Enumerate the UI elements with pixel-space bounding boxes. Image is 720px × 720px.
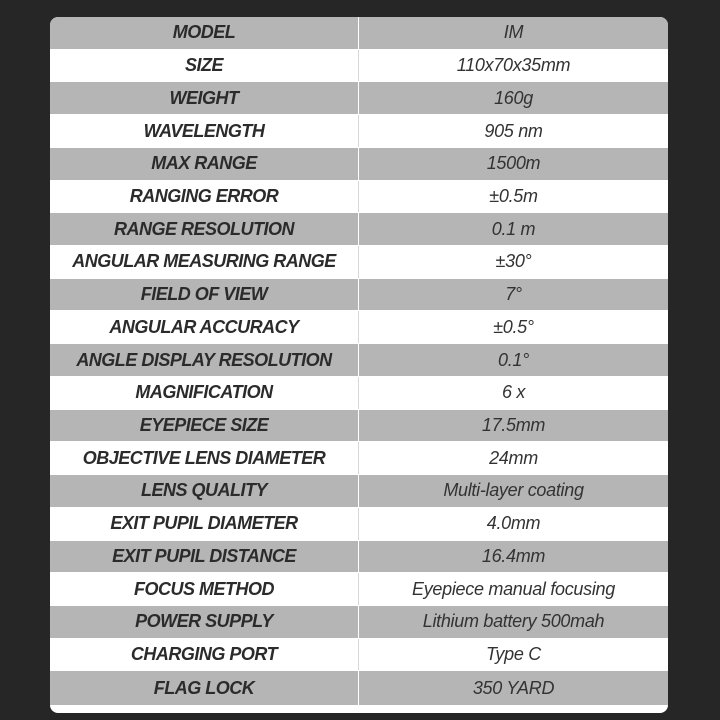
spec-value: Multi-layer coating [443, 480, 584, 501]
spec-row-model [50, 17, 668, 50]
spec-row-max-range [50, 148, 668, 181]
spec-value: ±0.5° [493, 316, 534, 337]
spec-row-objective-lens-diameter [50, 442, 668, 475]
spec-label: MAX RANGE [50, 148, 359, 180]
spec-row-eyepiece-size [50, 410, 668, 443]
spec-value: 110x70x35mm [456, 55, 571, 76]
spec-value: 905 nm [484, 120, 543, 141]
spec-value: 16.4mm [481, 545, 546, 566]
spec-value: 24mm [489, 447, 538, 468]
spec-label: FOCUS METHOD [50, 573, 359, 605]
spec-row-range-resolution [50, 213, 668, 246]
spec-table [50, 17, 668, 713]
spec-label: RANGE RESOLUTION [50, 213, 359, 245]
spec-label: OBJECTIVE LENS DIAMETER [50, 442, 359, 474]
spec-value: Lithium battery 500mah [422, 611, 605, 632]
spec-row-focus-method [50, 573, 668, 606]
spec-label: ANGULAR MEASURING RANGE [50, 246, 359, 278]
spec-value: 350 YARD [472, 677, 555, 698]
spec-value: 0.1° [497, 349, 530, 370]
spec-row-size [50, 50, 668, 83]
spec-row-weight [50, 82, 668, 115]
spec-label: LENS QUALITY [50, 475, 359, 507]
spec-value: Type C [486, 644, 541, 665]
spec-row-power-supply [50, 606, 668, 639]
spec-label: ANGULAR ACCURACY [50, 311, 359, 343]
spec-value: Eyepiece manual focusing [412, 578, 615, 599]
spec-value: 160g [494, 87, 533, 108]
spec-value: 6 x [501, 382, 526, 403]
spec-label: CHARGING PORT [50, 639, 359, 671]
spec-row-angular-measuring-range [50, 246, 668, 279]
spec-row-magnification [50, 377, 668, 410]
spec-value: ±0.5m [489, 185, 538, 206]
spec-row-angular-accuracy [50, 311, 668, 344]
spec-label: WAVELENGTH [50, 115, 359, 147]
spec-row-wavelength [50, 115, 668, 148]
spec-row-angle-display-resolution [50, 344, 668, 377]
spec-value: 1500m [486, 153, 541, 174]
spec-value: ±30° [495, 251, 532, 272]
spec-label: EXIT PUPIL DISTANCE [50, 541, 359, 573]
spec-value: IM [503, 22, 524, 43]
spec-label: RANGING ERROR [50, 181, 359, 213]
spec-row-field-of-view [50, 279, 668, 312]
spec-value: 7° [505, 284, 522, 305]
spec-label: SIZE [50, 50, 359, 82]
spec-row-lens-quality [50, 475, 668, 508]
spec-row-ranging-error [50, 181, 668, 214]
spec-row-charging-port [50, 639, 668, 672]
spec-row-exit-pupil-diameter [50, 508, 668, 541]
spec-label: FIELD OF VIEW [50, 279, 359, 311]
spec-value: 17.5mm [481, 414, 546, 435]
spec-label: POWER SUPPLY [50, 606, 359, 638]
spec-label: MODEL [50, 17, 359, 49]
spec-label: ANGLE DISPLAY RESOLUTION [50, 344, 359, 376]
spec-label: EYEPIECE SIZE [50, 410, 359, 442]
spec-value: 0.1 m [491, 218, 536, 239]
spec-row-exit-pupil-distance [50, 541, 668, 574]
spec-value: 4.0mm [486, 513, 541, 534]
spec-label: EXIT PUPIL DIAMETER [50, 508, 359, 540]
spec-label: WEIGHT [50, 82, 359, 114]
spec-label: MAGNIFICATION [50, 377, 359, 409]
spec-row-flag-lock [50, 671, 668, 704]
spec-label: FLAG LOCK [50, 671, 359, 704]
